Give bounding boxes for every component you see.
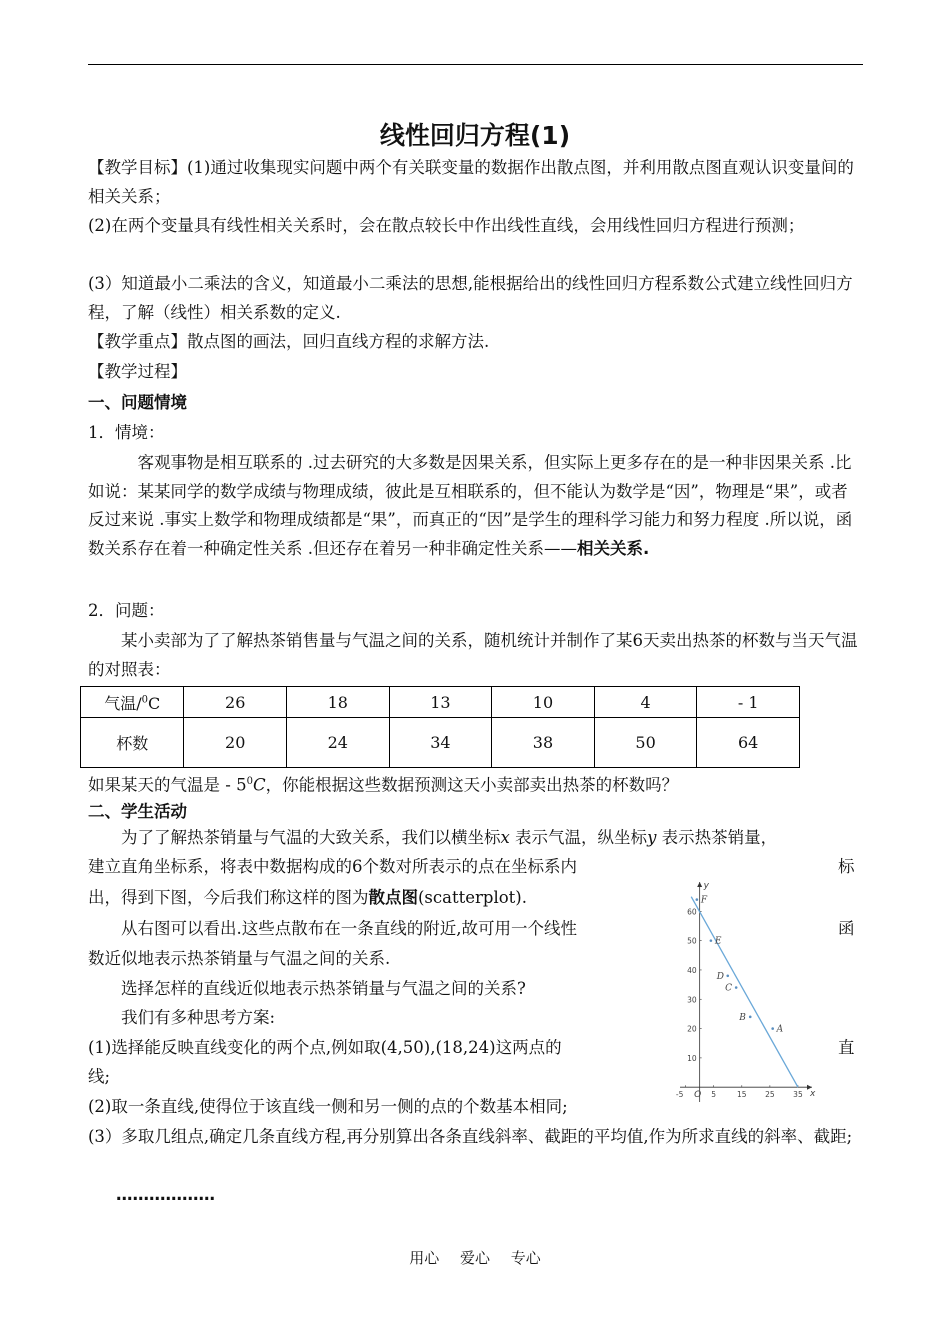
- section2-line10: (2)取一条直线,使得位于该直线一侧和另一侧的点的个数基本相同;: [88, 1097, 568, 1116]
- table-cell: 20: [184, 718, 287, 768]
- x-tick-label: 15: [737, 1090, 747, 1100]
- footer-word: 专心: [510, 1249, 541, 1267]
- section2-line3: 出，得到下图，今后我们称这样的图为散点图(scatterplot).: [88, 888, 527, 907]
- scatter-point: [696, 898, 699, 901]
- section2-line2: 建立直角坐标系，将表中数据构成的6个数对所表示的点在坐标系内: [88, 857, 577, 876]
- data-table: [80, 686, 800, 768]
- section2-line5: 数近似地表示热茶销量与气温之间的关系.: [88, 949, 391, 968]
- y-tick-label: 30: [687, 995, 697, 1005]
- scatter-point: [749, 1016, 752, 1019]
- y-tick-label: 40: [687, 965, 697, 975]
- para1-bold: 相关关系.: [577, 538, 650, 558]
- footer: [0, 1247, 950, 1268]
- section1-heading: 一、问题情境: [88, 393, 187, 412]
- section2-line4: 从右图可以看出.这些点散布在一条直线的附近,故可用一个线性: [121, 919, 577, 938]
- table-cell: 64: [697, 718, 800, 768]
- objectives-label: 【教学目标】: [88, 158, 187, 177]
- y-tick-label: 50: [687, 936, 697, 946]
- scatter-point: [726, 975, 729, 978]
- y-axis-label: y: [703, 881, 709, 891]
- scatter-plot: [672, 874, 822, 1114]
- table-cell: 26: [184, 687, 287, 718]
- point-label: E: [714, 936, 722, 947]
- header-rule: [88, 64, 863, 65]
- y-tick-label: 20: [687, 1024, 697, 1034]
- key-points-text: 散点图的画法，回归直线方程的求解方法.: [187, 332, 490, 351]
- objectives-block: [88, 154, 863, 211]
- x-axis-label: x: [810, 1089, 816, 1100]
- x-tick-label: 5: [711, 1090, 717, 1100]
- table-cell: 38: [492, 718, 595, 768]
- section1-para2: 某小卖部为了了解热茶销售量与气温之间的关系，随机统计并制作了某6天卖出热茶的杯数与当天气温的对照表：: [88, 631, 858, 679]
- section1-sub1: 1．情境：: [88, 423, 165, 442]
- process-label: 【教学过程】: [88, 362, 187, 381]
- point-label: A: [776, 1024, 784, 1035]
- x-tick-label: 35: [793, 1090, 803, 1100]
- section1-sub2: 2．问题：: [88, 601, 165, 620]
- section2-line1: 为了了解热茶销量与气温的大致关系，我们以横坐标x 表示气温，纵坐标y 表示热茶销量，: [121, 828, 778, 847]
- section2-line11: (3）多取几组点,确定几条直线方程,再分别算出各条直线斜率、截距的平均值,作为所求直线的斜率、截距;: [88, 1127, 853, 1146]
- point-label: F: [700, 895, 708, 906]
- section2-line8-end: 直: [838, 1038, 855, 1057]
- section2-line2-end: 标: [838, 857, 855, 876]
- section2-line9: 线;: [88, 1067, 111, 1086]
- point-label: B: [739, 1012, 746, 1023]
- objective-3: (3）知道最小二乘法的含义，知道最小二乘法的思想,能根据给出的线性回归方程系数公式建立线性回归方程，了解（线性）相关系数的定义.: [88, 274, 853, 322]
- y-tick-label: 10: [687, 1053, 697, 1063]
- scatter-points: [696, 896, 784, 1035]
- scatter-axes: [676, 881, 816, 1102]
- point-label: C: [725, 983, 733, 994]
- section2-heading: 二、学生活动: [88, 802, 187, 821]
- table-header-temperature: 气温/$^0$C: [81, 687, 184, 718]
- scatter-point: [735, 986, 738, 989]
- origin-label: O: [694, 1090, 702, 1101]
- y-tick-label: 60: [687, 907, 697, 917]
- scatter-point: [710, 939, 713, 942]
- table-cell: 50: [594, 718, 697, 768]
- point-label: D: [716, 971, 724, 982]
- ellipsis: ………………: [116, 1185, 215, 1204]
- para1-text: 客观事物是相互联系的 .过去研究的大多数是因果关系，但实际上更多存在的是一种非因果关系 .比如说：某某同学的数学成绩与物理成绩，彼此是互相联系的，但不能认为数学是“因”，物理是“果”，或者反过来说 .事实上数学和物理成绩都是“果”，而真正的“因”是学生的理科学习能力和努力程度 .所以说，函数关系存在着一种确定性关系 .但还存在着另一种非确定性关系——: [88, 453, 853, 558]
- section1-para1: [88, 449, 863, 563]
- y-axis-arrow: [697, 882, 702, 887]
- table-cell: 4: [594, 687, 697, 718]
- section2-line4-end: 函: [838, 919, 855, 938]
- key-points: [88, 328, 863, 357]
- table-cell: 24: [287, 718, 390, 768]
- objective-2: (2)在两个变量具有线性相关关系时，会在散点较长中作出线性直线，会用线性回归方程进行预测；: [88, 216, 805, 235]
- section2-line8: (1)选择能反映直线变化的两个点,例如取(4,50),(18,24)这两点的: [88, 1038, 562, 1057]
- table-cell: 10: [492, 687, 595, 718]
- prediction-question: 如果某天的气温是 - $5^0C$，你能根据这些数据预测这天小卖部卖出热茶的杯数吗？: [88, 775, 679, 795]
- table-cell: 18: [287, 687, 390, 718]
- section2-line7: 我们有多种思考方案:: [121, 1008, 276, 1027]
- table-header-cups: 杯数: [81, 718, 184, 768]
- regression-line: [691, 897, 798, 1088]
- footer-word: 用心: [409, 1249, 440, 1267]
- table-cell: 34: [389, 718, 492, 768]
- table-cell: - 1: [697, 687, 800, 718]
- footer-word: 爱心: [459, 1249, 490, 1267]
- objective-1: (1)通过收集现实问题中两个有关联变量的数据作出散点图，并利用散点图直观认识变量间的相关关系；: [88, 158, 854, 206]
- page-title: 线性回归方程(1): [379, 121, 571, 150]
- key-points-label: 【教学重点】: [88, 332, 187, 351]
- table-row: [81, 687, 800, 718]
- table-cell: 13: [389, 687, 492, 718]
- section2-line6: 选择怎样的直线近似地表示热茶销量与气温之间的关系?: [121, 979, 526, 998]
- table-row: [81, 718, 800, 768]
- x-tick-label: -5: [675, 1090, 684, 1100]
- x-tick-label: 25: [765, 1090, 775, 1100]
- scatter-point: [771, 1027, 774, 1030]
